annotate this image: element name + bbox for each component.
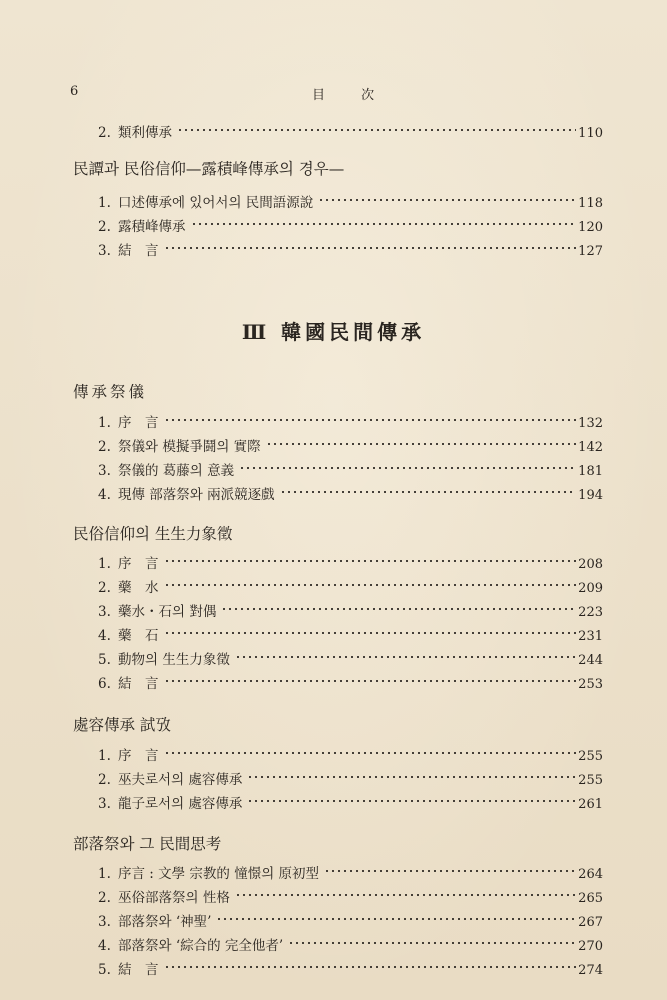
entry-title: 動物의 生生力象徵 xyxy=(118,652,230,668)
leader-dots xyxy=(247,775,576,779)
section-heading: 民譚과 民俗信仰—露積峰傳承의 경우— xyxy=(73,160,345,178)
toc-entry[interactable] xyxy=(98,744,603,762)
entry-page: 110 xyxy=(578,126,603,141)
entry-title: 祭儀的 葛藤의 意義 xyxy=(118,463,235,479)
leader-dots xyxy=(235,655,576,659)
entry-title: 結 言 xyxy=(118,676,159,692)
entry-page: 267 xyxy=(578,915,603,930)
entry-number: 4. xyxy=(98,938,111,954)
toc-entry[interactable] xyxy=(98,459,603,477)
section-heading: 部落祭와 그 民間思考 xyxy=(73,835,222,853)
entry-title: 序言 : 文學 宗教的 憧憬의 原初型 xyxy=(118,866,320,882)
section-heading: 民俗信仰의 生生力象徵 xyxy=(73,525,233,543)
entry-page: 253 xyxy=(578,677,603,692)
toc-entry[interactable] xyxy=(98,624,603,642)
leader-dots xyxy=(216,917,576,921)
entry-page: 255 xyxy=(578,749,603,764)
entry-page: 209 xyxy=(578,581,603,596)
entry-number: 3. xyxy=(98,463,111,479)
running-header xyxy=(70,84,607,104)
leader-dots xyxy=(177,128,576,132)
entry-number: 3. xyxy=(98,604,111,620)
entry-page: 231 xyxy=(578,629,603,644)
entry-number: 4. xyxy=(98,487,111,503)
entry-page: 261 xyxy=(578,797,603,812)
leader-dots xyxy=(191,222,577,226)
leader-dots xyxy=(280,490,577,494)
entry-title: 巫俗部落祭의 性格 xyxy=(118,890,230,906)
entry-number: 3. xyxy=(98,914,111,930)
entry-title: 口述傳承에 있어서의 民間語源說 xyxy=(118,195,314,211)
leader-dots xyxy=(164,583,577,587)
entry-title: 現傳 部落祭와 兩派競逐戲 xyxy=(118,487,275,503)
entry-page: 208 xyxy=(578,557,603,572)
entry-page: 265 xyxy=(578,891,603,906)
leader-dots xyxy=(235,893,576,897)
toc-entry[interactable] xyxy=(98,411,603,429)
toc-entry[interactable] xyxy=(98,886,603,904)
leader-dots xyxy=(164,559,577,563)
entry-number: 5. xyxy=(98,652,111,668)
section-heading: 處容傳承 試攷 xyxy=(73,716,171,734)
leader-dots xyxy=(318,198,576,202)
entry-number: 1. xyxy=(98,748,111,764)
leader-dots xyxy=(164,418,577,422)
entry-page: 142 xyxy=(578,440,603,455)
entry-title: 序 言 xyxy=(118,415,159,431)
toc-entry[interactable] xyxy=(98,958,603,976)
entry-number: 2. xyxy=(98,580,111,596)
entry-page: 244 xyxy=(578,653,603,668)
toc-entry[interactable] xyxy=(98,768,603,786)
entry-number: 3. xyxy=(98,796,111,812)
section-heading: 傳承祭儀 xyxy=(73,383,148,401)
entry-title: 序 言 xyxy=(118,748,159,764)
toc-entry[interactable] xyxy=(98,483,603,501)
toc-entry[interactable] xyxy=(98,435,603,453)
entry-number: 2. xyxy=(98,772,111,788)
part-title: Ⅲ 韓國民間傳承 xyxy=(241,320,426,344)
toc-entry[interactable] xyxy=(98,600,603,618)
page-number: 6 xyxy=(70,84,79,99)
leader-dots xyxy=(164,965,577,969)
entry-title: 藥 水 xyxy=(118,580,159,596)
entry-title: 類利傳承 xyxy=(118,125,172,141)
leader-dots xyxy=(164,679,577,683)
leader-dots xyxy=(324,869,576,873)
entry-title: 露積峰傳承 xyxy=(118,219,186,235)
leader-dots xyxy=(221,607,576,611)
leader-dots xyxy=(266,442,577,446)
toc-entry[interactable] xyxy=(98,648,603,666)
entry-number: 1. xyxy=(98,556,111,572)
leader-dots xyxy=(288,941,576,945)
entry-number: 3. xyxy=(98,243,111,259)
entry-page: 274 xyxy=(578,963,603,978)
leader-dots xyxy=(239,466,576,470)
entry-page: 181 xyxy=(578,464,603,479)
entry-title: 部落祭와 ‘綜合的 完全他者’ xyxy=(118,938,284,954)
toc-entry[interactable] xyxy=(98,934,603,952)
entry-title: 藥 石 xyxy=(118,628,159,644)
toc-entry[interactable] xyxy=(98,121,603,139)
toc-entry[interactable] xyxy=(98,672,603,690)
entry-number: 6. xyxy=(98,676,111,692)
entry-number: 1. xyxy=(98,415,111,431)
entry-page: 270 xyxy=(578,939,603,954)
entry-number: 1. xyxy=(98,195,111,211)
entry-page: 120 xyxy=(578,220,603,235)
entry-page: 127 xyxy=(578,244,603,259)
entry-title: 藥水・石의 對偶 xyxy=(118,604,217,620)
entry-title: 巫夫로서의 處容傳承 xyxy=(118,772,243,788)
toc-entry[interactable] xyxy=(98,792,603,810)
entry-number: 5. xyxy=(98,962,111,978)
entry-page: 255 xyxy=(578,773,603,788)
leader-dots xyxy=(247,799,576,803)
toc-entry[interactable] xyxy=(98,191,603,209)
entry-number: 2. xyxy=(98,125,111,141)
entry-page: 223 xyxy=(578,605,603,620)
toc-entry[interactable] xyxy=(98,576,603,594)
entry-number: 2. xyxy=(98,439,111,455)
entry-page: 264 xyxy=(578,867,603,882)
toc-entry[interactable] xyxy=(98,215,603,233)
entry-page: 132 xyxy=(578,416,603,431)
entry-title: 序 言 xyxy=(118,556,159,572)
entry-title: 龍子로서의 處容傳承 xyxy=(118,796,243,812)
entry-title: 部落祭와 ‘神聖’ xyxy=(118,914,212,930)
running-title: 目 次 xyxy=(312,88,376,103)
leader-dots xyxy=(164,631,577,635)
entry-title: 結 言 xyxy=(118,962,159,978)
entry-number: 2. xyxy=(98,890,111,906)
leader-dots xyxy=(164,751,577,755)
toc-entry[interactable] xyxy=(98,862,603,880)
leader-dots xyxy=(164,246,577,250)
entry-page: 194 xyxy=(578,488,603,503)
toc-entry[interactable] xyxy=(98,239,603,257)
toc-entry[interactable] xyxy=(98,552,603,570)
entry-number: 4. xyxy=(98,628,111,644)
entry-title: 結 言 xyxy=(118,243,159,259)
entry-title: 祭儀와 模擬爭鬪의 實際 xyxy=(118,439,261,455)
entry-page: 118 xyxy=(578,196,603,211)
entry-number: 2. xyxy=(98,219,111,235)
entry-number: 1. xyxy=(98,866,111,882)
toc-entry[interactable] xyxy=(98,910,603,928)
